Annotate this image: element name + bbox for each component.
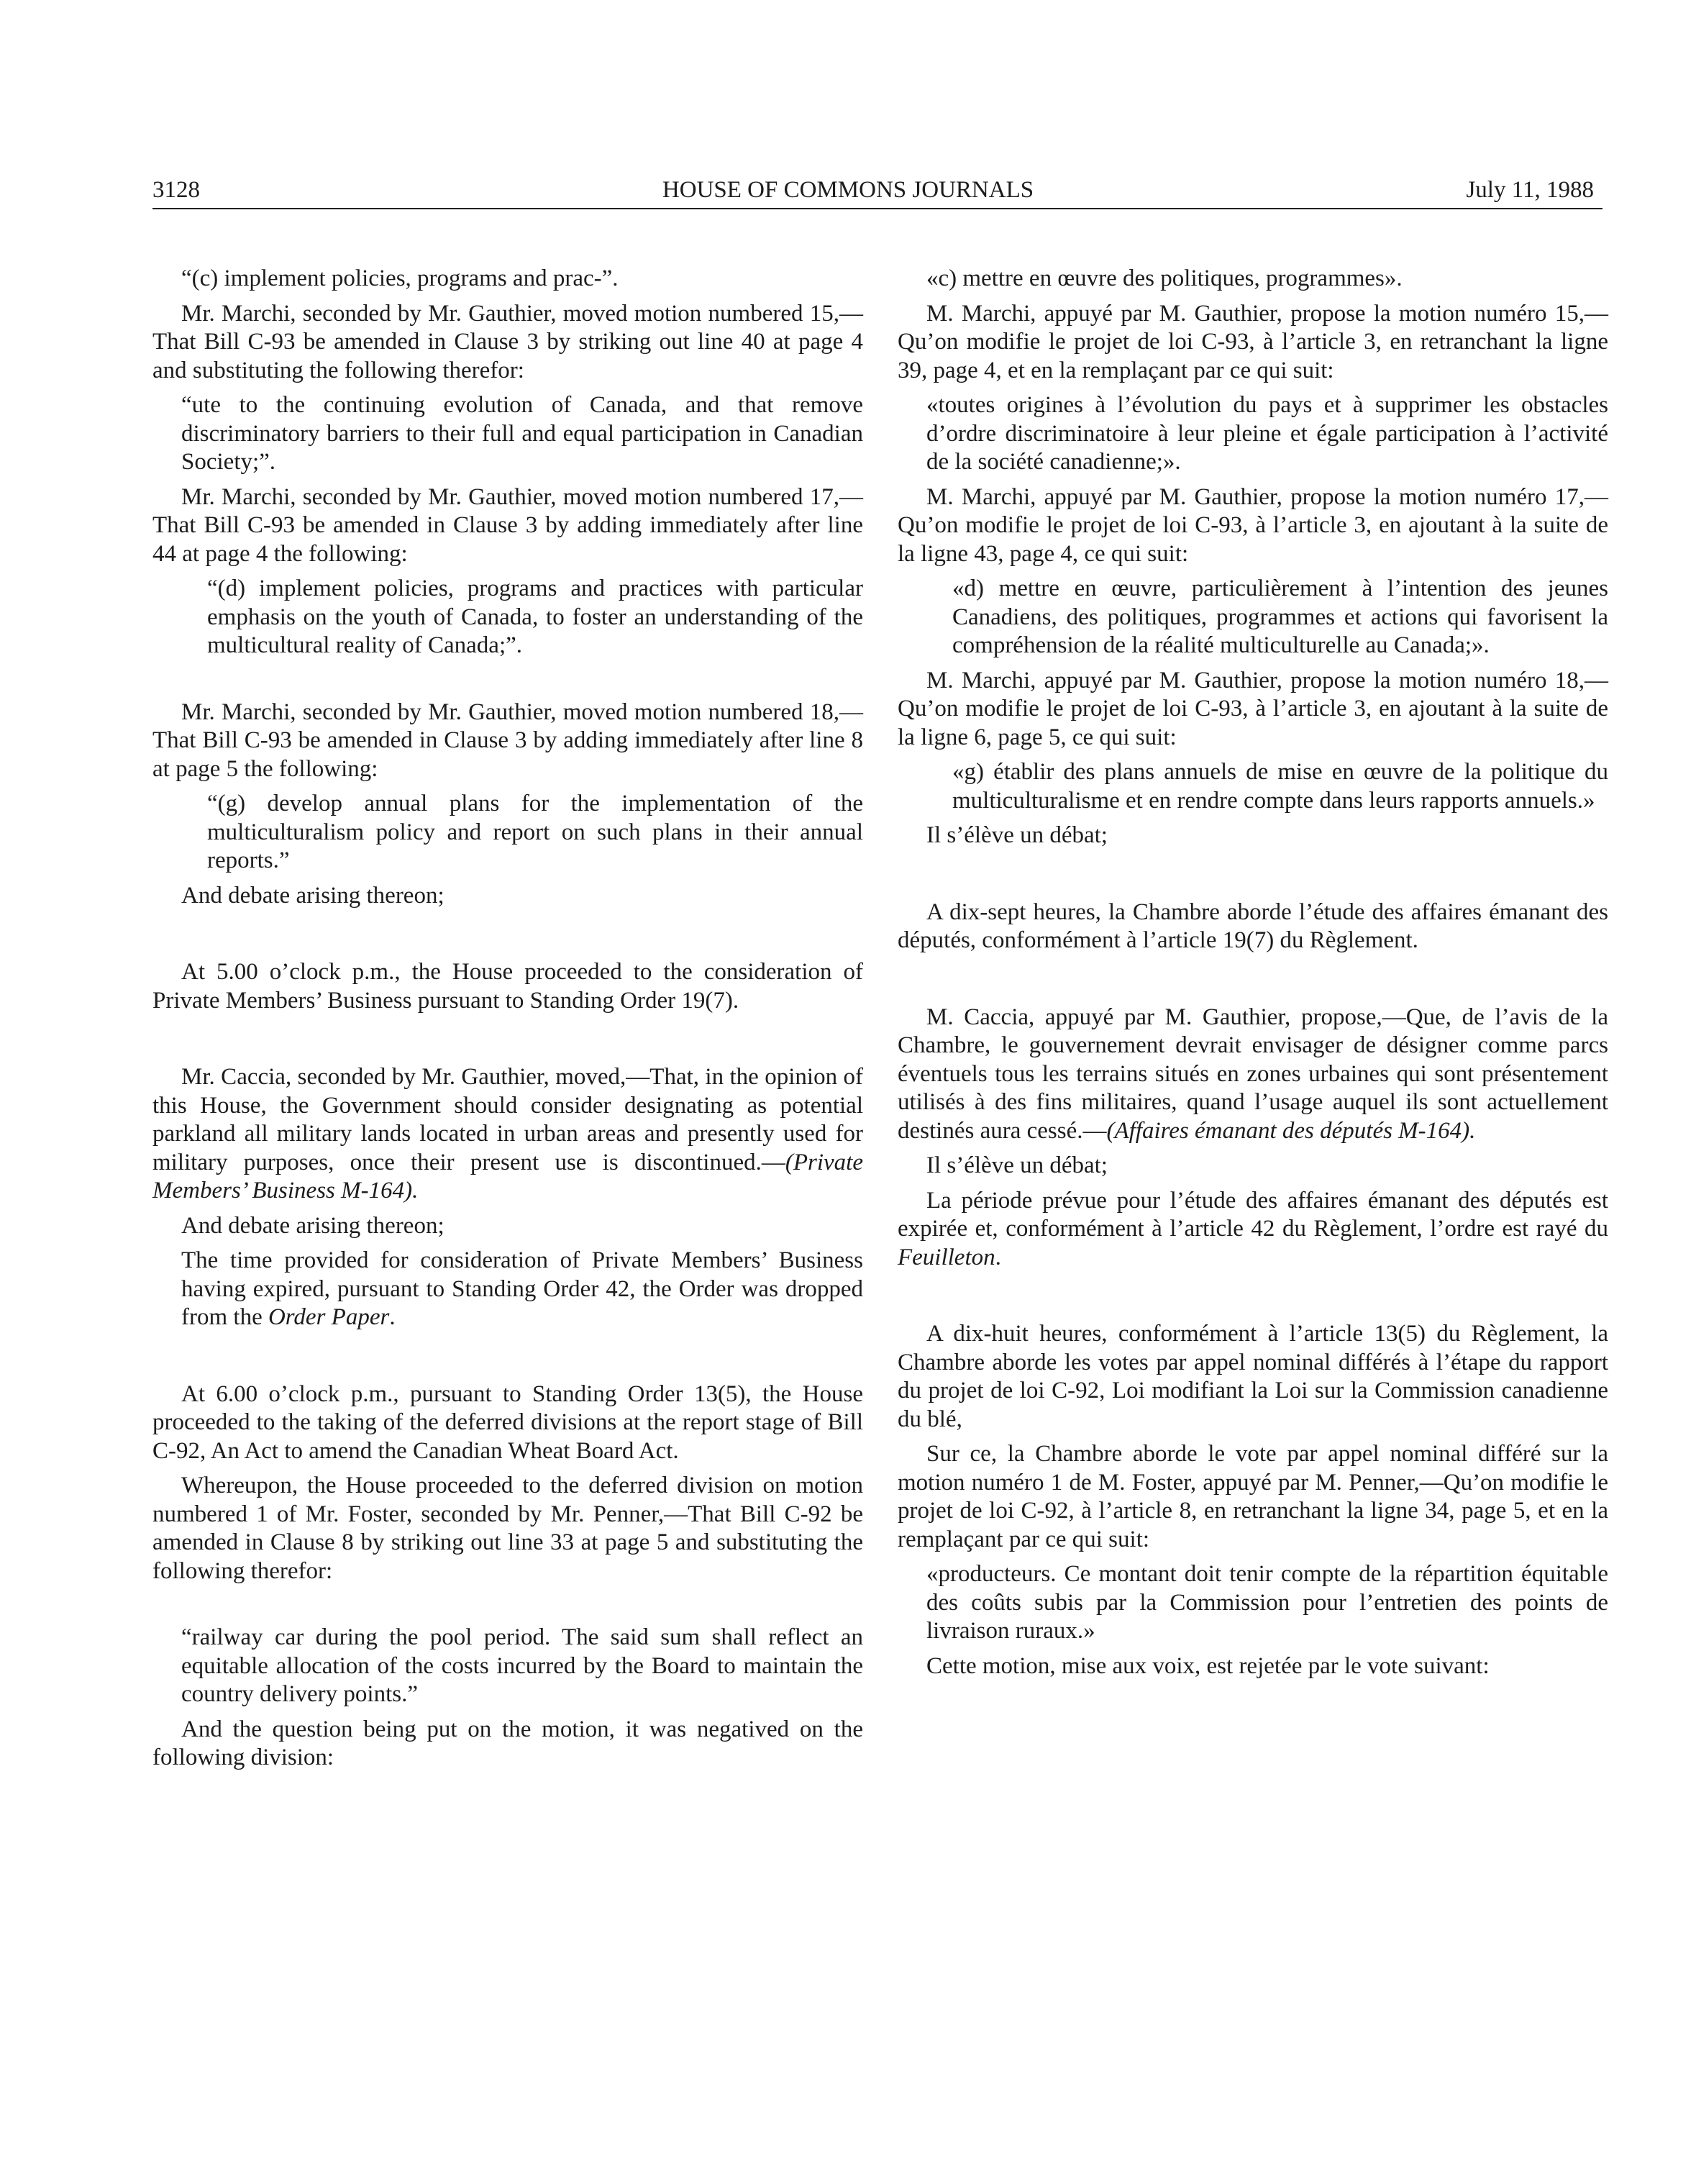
amendment-text: «g) établir des plans annuels de mise en œuvre de la politique du multiculturalisme et en rendre compte dans leurs rapports annuels.» [952, 759, 1608, 814]
motion-text: Mr. Caccia, seconded by Mr. Gauthier, moved,—That, in the opinion of this House, the Government should consider designating as potential parkland all military lands located in urban areas and presently used for military purposes, once their present use is discontinued.— [152, 1064, 863, 1175]
amendment-text: “(d) implement policies, programs and practices with particular emphasis on the youth of Canada, to foster an understanding of the multicultural reality of Canada;”. [207, 575, 863, 658]
motion-paragraph [152, 1063, 863, 1206]
header-rule [152, 208, 1602, 209]
debate-line: Il s’élève un débat; [926, 822, 1108, 848]
page-header [0, 177, 1696, 209]
english-column [152, 265, 863, 1779]
amendment-text: “ute to the continuing evolution of Canada, and that remove discriminatory barriers to their full and equal participation in Canadian Society;”. [181, 392, 863, 475]
proceedings-paragraph: At 5.00 o’clock p.m., the House proceeded to the consideration of Private Members’ Business pursuant to Standing Order 19(7). [152, 959, 863, 1014]
motion-paragraph: Whereupon, the House proceeded to the deferred division on motion numbered 1 of Mr. Foster, seconded by Mr. Penner,—That Bill C-92 be amended in Clause 8 by striking out line 33 at page 5 and substituting the following therefor: [152, 1473, 863, 1584]
motion-paragraph: M. Marchi, appuyé par M. Gauthier, propose la motion numéro 17,—Qu’on modifie le projet de loi C-93, à l’article 3, en ajoutant à la suite de la ligne 43, page 4, ce qui suit: [898, 483, 1608, 567]
order-paper-reference: Order Paper [268, 1304, 390, 1330]
motion-paragraph: Mr. Marchi, seconded by Mr. Gauthier, moved motion numbered 18,—That Bill C-93 be amended in Clause 3 by adding immediately after line 8 at page 5 the following: [152, 699, 863, 782]
motion-reference: (Private Members’ Business M-164). [152, 1149, 863, 1204]
proceedings-paragraph: A dix-huit heures, conformément à l’article 13(5) du Règlement, la Chambre aborde les votes par appel nominal différés à l’étape du rapport du projet de loi C-92, Loi modifiant la Loi sur la Commission canadienne du blé, [898, 1321, 1608, 1432]
motion-paragraph: Sur ce, la Chambre aborde le vote par appel nominal différé sur la motion numéro 1 de M. Foster, appuyé par M. Penner,—Qu’on modifie le projet de loi C-92, à l’article 8, en retranchant la ligne 34, page 5, et en la remplaçant par ce qui suit: [898, 1441, 1608, 1552]
amendment-text: “(g) develop annual plans for the implementation of the multiculturalism policy and report on such plans in their annual reports.” [207, 791, 863, 873]
proceedings-paragraph: At 6.00 o’clock p.m., pursuant to Standing Order 13(5), the House proceeded to the taking of the deferred divisions at the report stage of Bill C-92, An Act to amend the Canadian Wheat Board Act. [152, 1380, 863, 1464]
debate-line: Il s’élève un débat; [926, 1152, 1108, 1178]
debate-line: And debate arising thereon; [181, 882, 444, 909]
french-column [898, 265, 1608, 1687]
motion-paragraph: M. Marchi, appuyé par M. Gauthier, propose la motion numéro 15,—Qu’on modifie le projet de loi C-93, à l’article 3, en retranchant la ligne 39, page 4, et en la remplaçant par ce qui suit: [898, 300, 1608, 383]
amendment-text: «toutes origines à l’évolution du pays et à supprimer les obstacles d’ordre discriminatoire à leur pleine et égale participation à l’activité de la société canadienne;». [926, 392, 1608, 475]
motion-paragraph [898, 1004, 1608, 1146]
motion-text: M. Caccia, appuyé par M. Gauthier, propose,—Que, de l’avis de la Chambre, le gouvernement devrait envisager de désigner comme parcs éventuels tous les terrains situés en zones urbaines qui sont présentement utilisés à des fins militaires, quand l’usage auquel ils sont actuellement destinés aura cessé.— [898, 1004, 1608, 1144]
motion-reference: (Affaires émanant des députés M-164). [1106, 1117, 1476, 1144]
journal-date: July 11, 1988 [1466, 177, 1594, 203]
amendment-text: «c) mettre en œuvre des politiques, programmes». [926, 265, 1403, 291]
division-paragraph: Cette motion, mise aux voix, est rejetée par le vote suivant: [926, 1652, 1490, 1679]
amendment-text: “(c) implement policies, programs and prac-”. [181, 265, 619, 291]
motion-paragraph: Mr. Marchi, seconded by Mr. Gauthier, moved motion numbered 15,—That Bill C-93 be amended in Clause 3 by striking out line 40 at page 4 and substituting the following therefor: [152, 300, 863, 383]
division-paragraph: And the question being put on the motion, it was negatived on the following division: [152, 1716, 863, 1770]
debate-line: And debate arising thereon; [181, 1212, 444, 1239]
motion-paragraph: M. Marchi, appuyé par M. Gauthier, propose la motion numéro 18,—Qu’on modifie le projet de loi C-93, à l’article 3, en ajoutant à la suite de la ligne 6, page 5, ce qui suit: [898, 667, 1608, 750]
proceedings-paragraph: A dix-sept heures, la Chambre aborde l’étude des affaires émanant des députés, conformément à l’article 19(7) du Règlement. [898, 898, 1608, 953]
amendment-text: «producteurs. Ce montant doit tenir compte de la répartition équitable des coûts subis par la Commission pour l’entretien des points de livraison ruraux.» [926, 1561, 1608, 1644]
amendment-text: “railway car during the pool period. The said sum shall reflect an equitable allocation of the costs incurred by the Board to maintain the country delivery points.” [181, 1624, 863, 1707]
proceedings-paragraph: La période prévue pour l’étude des affaires émanant des députés est expirée et, conformément à l’article 42 du Règlement, l’ordre est rayé du Feuilleton. [898, 1187, 1608, 1270]
motion-paragraph: Mr. Marchi, seconded by Mr. Gauthier, moved motion numbered 17,—That Bill C-93 be amended in Clause 3 by adding immediately after line 44 at page 4 the following: [152, 483, 863, 567]
feuilleton-reference: Feuilleton [898, 1244, 995, 1270]
journal-title: HOUSE OF COMMONS JOURNALS [662, 177, 1034, 203]
page-number: 3128 [152, 177, 200, 203]
amendment-text: «d) mettre en œuvre, particulièrement à l’intention des jeunes Canadiens, des politiques, programmes et actions qui favorisent la compréhension de la réalité multiculturelle au Canada;». [952, 575, 1608, 658]
proceedings-paragraph: The time provided for consideration of Private Members’ Business having expired, pursuant to Standing Order 42, the Order was dropped from the Order Paper. [181, 1247, 863, 1330]
